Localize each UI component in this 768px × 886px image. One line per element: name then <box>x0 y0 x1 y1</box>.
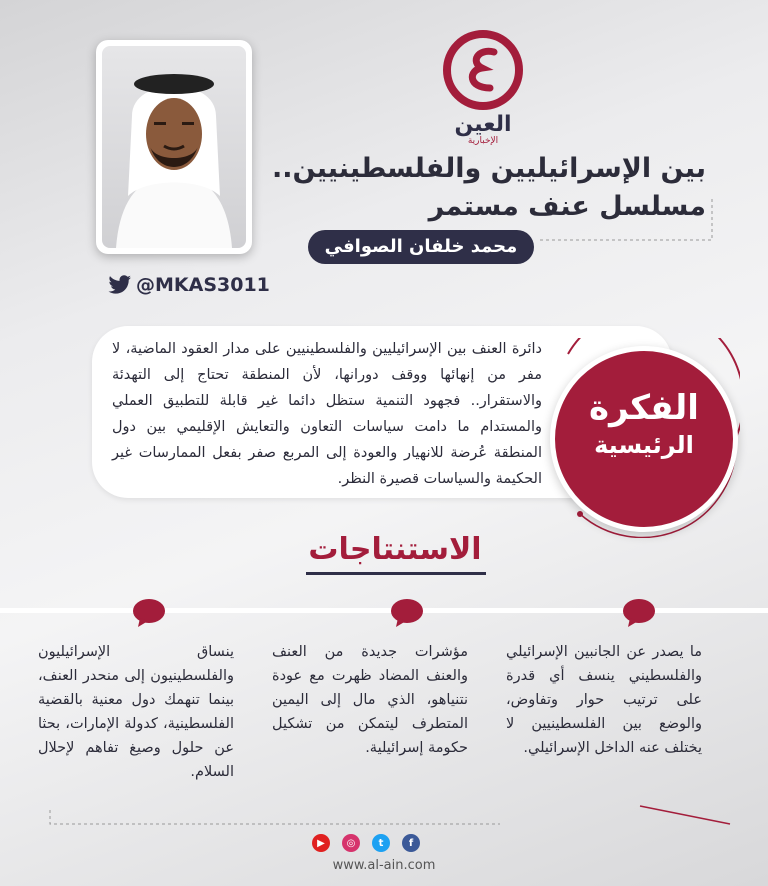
website-url[interactable]: www.al-ain.com <box>332 858 436 873</box>
conclusions-underline <box>306 572 486 575</box>
author-portrait-illustration <box>102 46 246 248</box>
main-idea-label-line1: الفكرة <box>589 388 699 428</box>
main-idea-label-line2: الرئيسية <box>594 431 694 459</box>
brand-logo-mark <box>438 30 528 110</box>
main-idea-label <box>556 386 732 460</box>
headline-decor-line <box>540 196 720 244</box>
facebook-icon[interactable]: f <box>402 834 420 852</box>
conclusion-item-3: ينساق الإسرائيليون والفلسطينيون إلى منحدر العنف، بينما تنهمك دول معنية بالقضية الفلسطينية، كدولة الإمارات، بحثا عن حلول وصيغ تفاهم لإحلال السلام. <box>38 644 234 780</box>
footer-decor-line <box>40 800 740 830</box>
instagram-icon[interactable]: ◎ <box>342 834 360 852</box>
author-twitter[interactable] <box>108 270 270 300</box>
twitter-handle: @MKAS3011 <box>136 274 270 296</box>
conclusions-title: الاستنتاجات <box>308 532 482 567</box>
twitter-icon[interactable]: t <box>372 834 390 852</box>
youtube-icon[interactable]: ▶ <box>312 834 330 852</box>
brand-logo <box>438 30 528 146</box>
headline-line2: مسلسل عنف مستمر <box>428 191 706 222</box>
headline-line1: بين الإسرائيليين والفلسطينيين.. <box>271 153 706 184</box>
speech-bubble-icon <box>132 598 166 628</box>
speech-bubble-icon <box>622 598 656 628</box>
author-photo <box>96 40 252 254</box>
speech-bubble-icon <box>390 598 424 628</box>
main-idea-text: دائرة العنف بين الإسرائيليين والفلسطينيين على مدار العقود الماضية، لا مفر من إنهائها ووقف دورانها، لأن المنطقة تحتاج إلى التهدئة والاستقرار.. فجهود التنمية ستظل دائما غير قابلة للتطبيق العملي والمستدام ما دامت سياسات التعاون والتعايش الإقليمي بين دول المنطقة عُرضة للانهيار والعودة إلى المربع صفر بفعل الممارسات غير الحكيمة والسياسات قصيرة النظر. <box>112 341 542 487</box>
brand-name: العين <box>454 112 512 137</box>
conclusion-item-1: ما يصدر عن الجانبين الإسرائيلي والفلسطيني ينسف أي قدرة على ترتيب حوار وتفاوض، والوضع بين الفلسطينيين لا يختلف عنه الداخل الإسرائيلي. <box>506 644 702 756</box>
twitter-bird-icon <box>108 275 132 295</box>
author-name-badge: محمد خلفان الصوافي <box>308 230 534 264</box>
conclusion-item-2: مؤشرات جديدة من العنف والعنف المضاد ظهرت مع عودة نتنياهو، الذي مال إلى اليمين المتطرف ليتمكن من تشكيل حكومة إسرائيلية. <box>272 644 468 756</box>
brand-subtitle: الإخبارية <box>467 136 499 146</box>
